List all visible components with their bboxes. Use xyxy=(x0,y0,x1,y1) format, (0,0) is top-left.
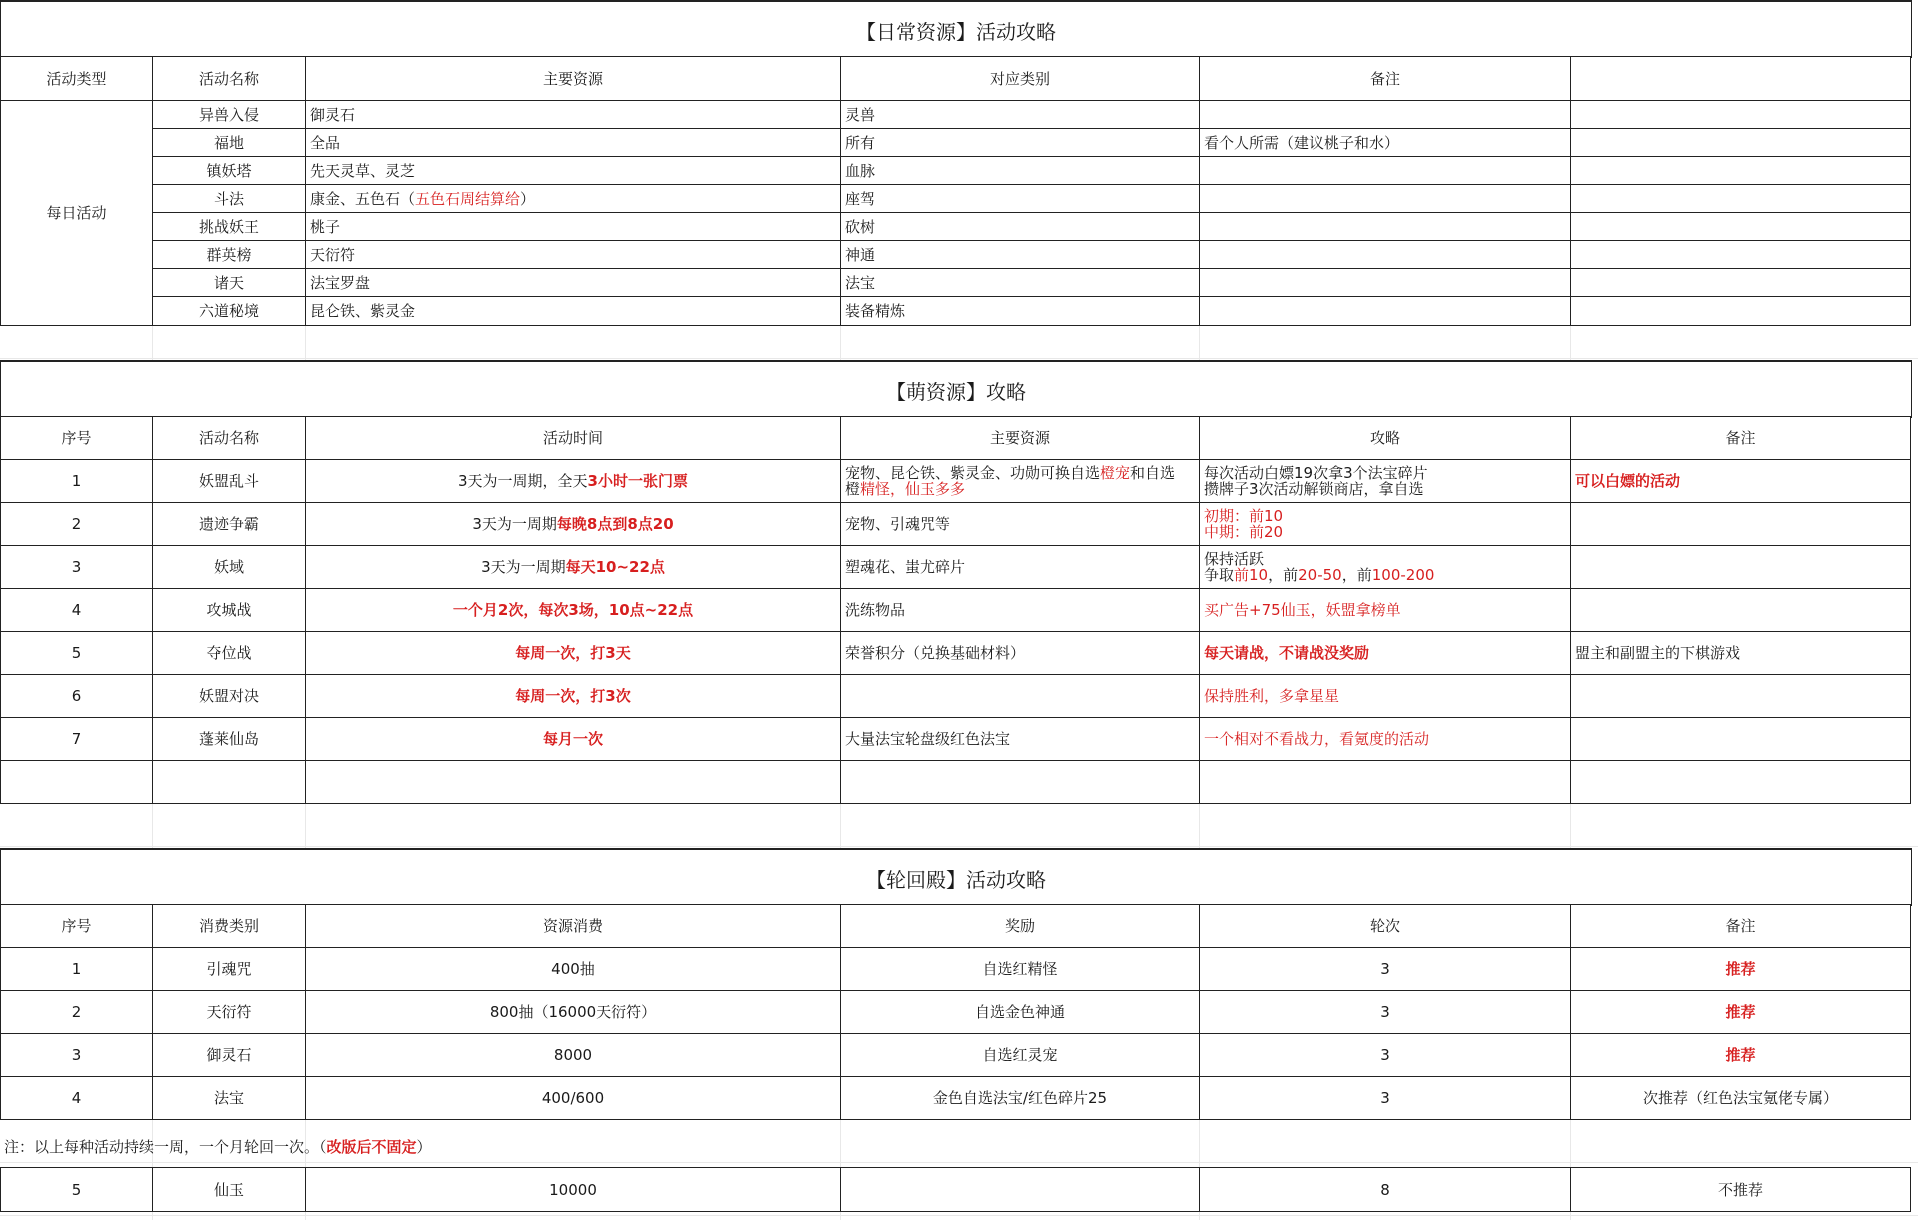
table-row xyxy=(1,241,1911,269)
time-highlight: 每天10~22点 xyxy=(565,558,665,576)
grid-line xyxy=(0,846,1918,847)
activity-name: 挑战妖王 xyxy=(153,213,306,241)
header-cell: 攻略 xyxy=(1200,417,1571,460)
remark xyxy=(1200,101,1571,129)
main-resource: 洗练物品 xyxy=(841,589,1200,632)
strategy-highlight: 前10 xyxy=(1234,566,1269,584)
footnote xyxy=(4,1136,432,1157)
resource-text: 康金、五色石（ xyxy=(310,189,416,208)
empty-cell xyxy=(1571,761,1911,804)
empty-cell xyxy=(1200,761,1571,804)
time-text: 3天为一周期 xyxy=(472,515,557,533)
activity-name: 福地 xyxy=(153,129,306,157)
header-cell: 活动名称 xyxy=(153,57,306,101)
strategy: 一个相对不看战力，看氪度的活动 xyxy=(1200,718,1571,761)
table-row xyxy=(1,1077,1911,1120)
time-text: 3天为一周期 xyxy=(481,558,566,576)
meng-title-bar xyxy=(0,360,1912,418)
strategy-line: 每次活动白嫖19次拿3个法宝碎片 xyxy=(1204,464,1428,482)
rounds: 8 xyxy=(1200,1168,1571,1212)
activity-name: 异兽入侵 xyxy=(153,101,306,129)
remark: 次推荐（红色法宝氪佬专属） xyxy=(1571,1077,1911,1120)
reward xyxy=(841,1168,1200,1212)
daily-table xyxy=(0,56,1911,326)
consume-type: 天衍符 xyxy=(153,991,306,1034)
activity-time: 每月一次 xyxy=(306,718,841,761)
header-cell: 消费类别 xyxy=(153,905,306,948)
rounds: 3 xyxy=(1200,1034,1571,1077)
rounds: 3 xyxy=(1200,991,1571,1034)
activity-time xyxy=(306,546,841,589)
activity-name: 镇妖塔 xyxy=(153,157,306,185)
consume-type: 法宝 xyxy=(153,1077,306,1120)
strategy-highlight: 20-50 xyxy=(1298,566,1342,584)
activity-time xyxy=(306,460,841,503)
table-row xyxy=(1,185,1911,213)
resource-text: ） xyxy=(520,189,536,208)
table-row xyxy=(1,948,1911,991)
resource-text: 橙 xyxy=(845,480,861,498)
strategy xyxy=(1200,503,1571,546)
row-number: 4 xyxy=(1,589,153,632)
empty-cell xyxy=(1571,213,1911,241)
activity-name: 妖盟对决 xyxy=(153,675,306,718)
empty-cell xyxy=(1,761,153,804)
strategy-text: 争取 xyxy=(1204,566,1235,584)
main-resource xyxy=(841,460,1200,503)
remark xyxy=(1200,297,1571,326)
activity-name: 夺位战 xyxy=(153,632,306,675)
remark xyxy=(1200,157,1571,185)
reward: 自选金色神通 xyxy=(841,991,1200,1034)
resource-cost: 8000 xyxy=(306,1034,841,1077)
strategy-line: 保持活跃 xyxy=(1204,550,1265,568)
lunhui-extra-table xyxy=(0,1167,1911,1212)
daily-header-row xyxy=(1,57,1911,101)
main-resource: 法宝罗盘 xyxy=(306,269,841,297)
main-resource: 先天灵草、灵芝 xyxy=(306,157,841,185)
row-number: 2 xyxy=(1,503,153,546)
header-cell: 序号 xyxy=(1,905,153,948)
empty-cell xyxy=(1571,129,1911,157)
row-number: 7 xyxy=(1,718,153,761)
strategy xyxy=(1200,546,1571,589)
daily-title: 【日常资源】活动攻略 xyxy=(856,20,1056,44)
reward: 自选红灵宠 xyxy=(841,1034,1200,1077)
reward: 金色自选法宝/红色碎片25 xyxy=(841,1077,1200,1120)
empty-cell xyxy=(1571,241,1911,269)
main-resource: 桃子 xyxy=(306,213,841,241)
footnote-highlight: 改版后不固定 xyxy=(326,1138,417,1156)
table-row xyxy=(1,1168,1911,1212)
activity-type-cell: 每日活动 xyxy=(1,101,153,326)
time-highlight: 3小时一张门票 xyxy=(587,472,688,490)
header-cell: 主要资源 xyxy=(306,57,841,101)
strategy: 每天请战，不请战没奖励 xyxy=(1200,632,1571,675)
main-resource: 全品 xyxy=(306,129,841,157)
category: 装备精炼 xyxy=(841,297,1200,326)
remark: 不推荐 xyxy=(1571,1168,1911,1212)
table-row xyxy=(1,991,1911,1034)
empty-cell xyxy=(1571,297,1911,326)
remark xyxy=(1571,589,1911,632)
strategy: 保持胜利，多拿星星 xyxy=(1200,675,1571,718)
row-number: 2 xyxy=(1,991,153,1034)
meng-title: 【萌资源】攻略 xyxy=(886,380,1026,404)
table-row xyxy=(1,718,1911,761)
strategy-line xyxy=(1204,567,1566,583)
strategy-highlight: 100-200 xyxy=(1371,566,1435,584)
remark xyxy=(1200,269,1571,297)
header-cell: 序号 xyxy=(1,417,153,460)
main-resource: 荣誉积分（兑换基础材料） xyxy=(841,632,1200,675)
empty-cell xyxy=(1571,101,1911,129)
empty-cell xyxy=(841,761,1200,804)
remark: 盟主和副盟主的下棋游戏 xyxy=(1571,632,1911,675)
resource-cost: 400抽 xyxy=(306,948,841,991)
category: 座驾 xyxy=(841,185,1200,213)
resource-cost: 800抽（16000天衍符） xyxy=(306,991,841,1034)
strategy xyxy=(1200,460,1571,503)
remark xyxy=(1571,675,1911,718)
empty-cell xyxy=(153,761,306,804)
table-row xyxy=(1,675,1911,718)
activity-name: 攻城战 xyxy=(153,589,306,632)
table-row xyxy=(1,546,1911,589)
table-row xyxy=(1,503,1911,546)
header-cell xyxy=(1571,57,1911,101)
main-resource: 塑魂花、蚩尤碎片 xyxy=(841,546,1200,589)
footnote-text: 注：以上每种活动持续一周，一个月轮回一次。（ xyxy=(4,1138,327,1156)
header-cell: 活动类型 xyxy=(1,57,153,101)
activity-name: 蓬莱仙岛 xyxy=(153,718,306,761)
lunhui-table xyxy=(0,904,1911,1120)
activity-name: 遗迹争霸 xyxy=(153,503,306,546)
meng-table xyxy=(0,416,1911,804)
empty-cell xyxy=(1571,157,1911,185)
table-row xyxy=(1,589,1911,632)
strategy-line: 中期：前20 xyxy=(1204,523,1284,541)
table-row xyxy=(1,213,1911,241)
row-number: 1 xyxy=(1,948,153,991)
rounds: 3 xyxy=(1200,948,1571,991)
category: 灵兽 xyxy=(841,101,1200,129)
remark: 推荐 xyxy=(1571,1034,1911,1077)
main-resource xyxy=(306,185,841,213)
remark: 推荐 xyxy=(1571,991,1911,1034)
main-resource: 昆仑铁、紫灵金 xyxy=(306,297,841,326)
header-cell: 主要资源 xyxy=(841,417,1200,460)
header-cell: 活动时间 xyxy=(306,417,841,460)
activity-time: 一个月2次，每次3场，10点~22点 xyxy=(306,589,841,632)
footnote-text: ） xyxy=(416,1138,432,1156)
main-resource: 御灵石 xyxy=(306,101,841,129)
remark xyxy=(1200,213,1571,241)
remark: 看个人所需（建议桃子和水） xyxy=(1200,129,1571,157)
lunhui-title: 【轮回殿】活动攻略 xyxy=(866,868,1046,892)
lunhui-header-row xyxy=(1,905,1911,948)
resource-highlight: 五色石周结算给 xyxy=(415,189,521,208)
activity-time: 每周一次，打3天 xyxy=(306,632,841,675)
empty-row xyxy=(1,761,1911,804)
strategy: 买广告+75仙玉，妖盟拿榜单 xyxy=(1200,589,1571,632)
time-highlight: 每晚8点到8点20 xyxy=(556,515,674,533)
header-cell: 轮次 xyxy=(1200,905,1571,948)
table-row xyxy=(1,460,1911,503)
table-row xyxy=(1,157,1911,185)
table-row xyxy=(1,269,1911,297)
remark: 可以白嫖的活动 xyxy=(1571,460,1911,503)
category: 神通 xyxy=(841,241,1200,269)
remark: 推荐 xyxy=(1571,948,1911,991)
strategy-line: 初期：前10 xyxy=(1204,507,1284,525)
empty-cell xyxy=(306,761,841,804)
activity-name: 六道秘境 xyxy=(153,297,306,326)
consume-type: 引魂咒 xyxy=(153,948,306,991)
strategy-text: ，前 xyxy=(1268,566,1299,584)
strategy-line: 攒牌子3次活动解锁商店，拿自选 xyxy=(1204,480,1424,498)
lunhui-title-bar xyxy=(0,848,1912,906)
activity-time: 每周一次，打3次 xyxy=(306,675,841,718)
table-row xyxy=(1,297,1911,326)
rounds: 3 xyxy=(1200,1077,1571,1120)
category: 血脉 xyxy=(841,157,1200,185)
grid-line xyxy=(0,1162,1918,1163)
row-number: 6 xyxy=(1,675,153,718)
main-resource: 天衍符 xyxy=(306,241,841,269)
header-cell: 对应类别 xyxy=(841,57,1200,101)
table-row xyxy=(1,129,1911,157)
category: 法宝 xyxy=(841,269,1200,297)
grid-line xyxy=(0,1215,1918,1216)
daily-title-bar xyxy=(0,0,1912,58)
header-cell: 备注 xyxy=(1571,905,1911,948)
meng-header-row xyxy=(1,417,1911,460)
resource-text: 宠物、昆仑铁、紫灵金、功勋可换自选 xyxy=(845,464,1101,482)
header-cell: 备注 xyxy=(1571,417,1911,460)
resource-text: 和自选 xyxy=(1130,464,1176,482)
category: 所有 xyxy=(841,129,1200,157)
activity-name: 斗法 xyxy=(153,185,306,213)
activity-time xyxy=(306,503,841,546)
remark xyxy=(1571,546,1911,589)
table-row xyxy=(1,1034,1911,1077)
main-resource: 大量法宝轮盘级红色法宝 xyxy=(841,718,1200,761)
row-number: 5 xyxy=(1,1168,153,1212)
header-cell: 资源消费 xyxy=(306,905,841,948)
row-number: 3 xyxy=(1,546,153,589)
activity-name: 诸天 xyxy=(153,269,306,297)
time-text: 3天为一周期，全天 xyxy=(458,472,588,490)
grid-line xyxy=(0,358,1918,359)
resource-cost: 10000 xyxy=(306,1168,841,1212)
main-resource xyxy=(841,675,1200,718)
consume-type: 御灵石 xyxy=(153,1034,306,1077)
header-cell: 奖励 xyxy=(841,905,1200,948)
remark xyxy=(1200,241,1571,269)
remark xyxy=(1571,718,1911,761)
row-number: 1 xyxy=(1,460,153,503)
resource-highlight: 精怪，仙玉多多 xyxy=(860,480,966,498)
consume-type: 仙玉 xyxy=(153,1168,306,1212)
remark xyxy=(1571,503,1911,546)
table-row xyxy=(1,632,1911,675)
reward: 自选红精怪 xyxy=(841,948,1200,991)
resource-highlight: 橙宠 xyxy=(1100,464,1131,482)
empty-cell xyxy=(1571,185,1911,213)
strategy-text: ，前 xyxy=(1341,566,1372,584)
main-resource: 宠物、引魂咒等 xyxy=(841,503,1200,546)
category: 砍树 xyxy=(841,213,1200,241)
activity-name: 妖域 xyxy=(153,546,306,589)
header-cell: 备注 xyxy=(1200,57,1571,101)
activity-name: 群英榜 xyxy=(153,241,306,269)
row-number: 3 xyxy=(1,1034,153,1077)
empty-cell xyxy=(1571,269,1911,297)
row-number: 5 xyxy=(1,632,153,675)
row-number: 4 xyxy=(1,1077,153,1120)
activity-name: 妖盟乱斗 xyxy=(153,460,306,503)
table-row xyxy=(1,101,1911,129)
header-cell: 活动名称 xyxy=(153,417,306,460)
resource-cost: 400/600 xyxy=(306,1077,841,1120)
remark xyxy=(1200,185,1571,213)
